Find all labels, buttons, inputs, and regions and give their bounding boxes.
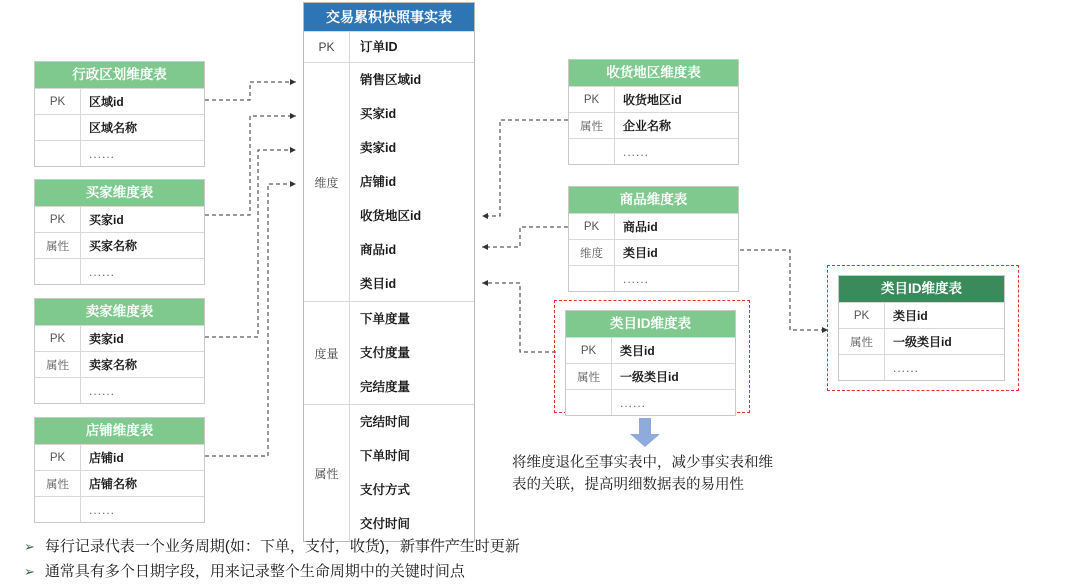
row-name: ......	[89, 383, 116, 398]
row-name: ......	[89, 264, 116, 279]
row-name: 卖家id	[89, 332, 124, 346]
row-name: ......	[89, 502, 116, 517]
row-key	[566, 390, 612, 415]
table-title: 店铺维度表	[35, 418, 204, 444]
row-key: PK	[35, 89, 81, 114]
bullet-item	[24, 559, 1054, 584]
row-key	[35, 141, 81, 166]
row-key: PK	[569, 214, 615, 239]
table-row	[35, 377, 204, 403]
row-key	[569, 266, 615, 291]
row-key	[35, 115, 81, 140]
row-name: 区域名称	[89, 121, 138, 135]
note-text	[512, 452, 882, 496]
row-name: 商品id	[623, 220, 658, 234]
table-row	[839, 328, 1004, 354]
table-row	[566, 337, 735, 363]
row-name: 卖家名称	[89, 358, 138, 372]
table-row	[566, 389, 735, 415]
dimension-table-category-center	[565, 310, 736, 416]
row-key: 属性	[35, 352, 81, 377]
table-row	[35, 232, 204, 258]
row-name: 一级类目id	[620, 370, 679, 384]
table-row	[35, 351, 204, 377]
table-row	[839, 302, 1004, 328]
down-arrow-icon	[628, 418, 662, 448]
fact-field: 销售区域id	[360, 73, 422, 87]
row-name: 企业名称	[623, 119, 672, 133]
table-row	[35, 470, 204, 496]
table-row	[569, 265, 738, 291]
bullet-text: 通常具有多个日期字段，用来记录整个生命周期中的关键时间点	[44, 563, 465, 580]
row-name: 类目id	[893, 309, 928, 323]
bullet-list	[24, 534, 1054, 584]
bullet-item	[24, 534, 1054, 559]
table-row	[569, 138, 738, 164]
fact-group-attribute	[304, 404, 474, 541]
fact-field: 商品id	[360, 243, 397, 257]
row-key: 维度	[569, 240, 615, 265]
bullet-marker-icon: ➢	[24, 564, 35, 579]
table-row	[35, 444, 204, 470]
row-key: PK	[35, 207, 81, 232]
table-title: 类目ID维度表	[566, 311, 735, 337]
dimension-table-delivery-region	[568, 59, 739, 165]
fact-field: 完结时间	[360, 415, 411, 429]
row-key: 属性	[839, 329, 885, 354]
row-name: ......	[620, 395, 647, 410]
row-name: ......	[623, 144, 650, 159]
table-row	[569, 112, 738, 138]
note-line-1: 将维度退化至事实表中，减少事实表和维	[512, 455, 773, 471]
row-key: 属性	[569, 113, 615, 138]
table-row	[569, 86, 738, 112]
dimension-table-product	[568, 186, 739, 292]
row-key	[839, 355, 885, 380]
row-key: 属性	[35, 233, 81, 258]
row-key	[35, 378, 81, 403]
bullet-text: 每行记录代表一个业务周期(如：下单，支付，收货)，新事件产生时更新	[44, 538, 520, 555]
fact-field: 店铺id	[360, 175, 397, 189]
row-name: 类目id	[620, 344, 655, 358]
fact-group-measure	[304, 301, 474, 404]
row-name: ......	[893, 360, 920, 375]
dimension-table-category-right	[838, 275, 1005, 381]
table-row	[35, 496, 204, 522]
table-title: 卖家维度表	[35, 299, 204, 325]
row-name: ......	[623, 271, 650, 286]
note-line-2: 表的关联，提高明细数据表的易用性	[512, 477, 744, 493]
table-row	[35, 258, 204, 284]
dimension-table-buyer	[34, 179, 205, 285]
fact-field: 支付度量	[360, 346, 411, 360]
row-name: 类目id	[623, 246, 658, 260]
row-name: 收货地区id	[623, 93, 682, 107]
row-key	[569, 139, 615, 164]
table-row	[569, 213, 738, 239]
row-key: PK	[569, 87, 615, 112]
fact-field: 下单度量	[360, 312, 411, 326]
row-key: PK	[35, 326, 81, 351]
fact-field: 支付方式	[360, 483, 411, 497]
row-key: 属性	[566, 364, 612, 389]
table-row	[35, 114, 204, 140]
row-key: PK	[35, 445, 81, 470]
fact-field: 卖家id	[360, 141, 397, 155]
row-key	[35, 259, 81, 284]
fact-group-label: 属性	[304, 405, 350, 541]
table-row	[566, 363, 735, 389]
row-name: 店铺名称	[89, 477, 138, 491]
table-row	[839, 354, 1004, 380]
fact-field: 类目id	[360, 277, 397, 291]
fact-field: 下单时间	[360, 449, 411, 463]
row-name: 区域id	[89, 95, 124, 109]
row-key: PK	[839, 303, 885, 328]
row-name: 一级类目id	[893, 335, 952, 349]
bullet-marker-icon: ➢	[24, 539, 35, 554]
fact-field: 交付时间	[360, 517, 411, 531]
fact-group-label: PK	[304, 32, 350, 62]
table-title: 行政区划维度表	[35, 62, 204, 88]
row-key: 属性	[35, 471, 81, 496]
table-title: 买家维度表	[35, 180, 204, 206]
row-key	[35, 497, 81, 522]
row-name: 买家id	[89, 213, 124, 227]
fact-field: 完结度量	[360, 380, 411, 394]
row-key: PK	[566, 338, 612, 363]
row-name: ......	[89, 146, 116, 161]
row-name: 店铺id	[89, 451, 124, 465]
fact-field: 买家id	[360, 107, 397, 121]
table-title: 收货地区维度表	[569, 60, 738, 86]
row-name: 买家名称	[89, 239, 138, 253]
fact-field: 收货地区id	[360, 209, 422, 223]
table-row	[35, 206, 204, 232]
table-title: 类目ID维度表	[839, 276, 1004, 302]
fact-group-label: 维度	[304, 63, 350, 301]
dimension-table-region	[34, 61, 205, 167]
table-row	[35, 140, 204, 166]
table-row	[35, 325, 204, 351]
fact-group-pk	[304, 31, 474, 62]
dimension-table-seller	[34, 298, 205, 404]
table-row	[35, 88, 204, 114]
table-title: 商品维度表	[569, 187, 738, 213]
fact-group-label: 度量	[304, 302, 350, 404]
fact-table-title: 交易累积快照事实表	[304, 3, 474, 31]
fact-field: 订单ID	[360, 40, 398, 54]
fact-table	[303, 2, 475, 542]
fact-group-dimension	[304, 62, 474, 301]
table-row	[569, 239, 738, 265]
dimension-table-shop	[34, 417, 205, 523]
